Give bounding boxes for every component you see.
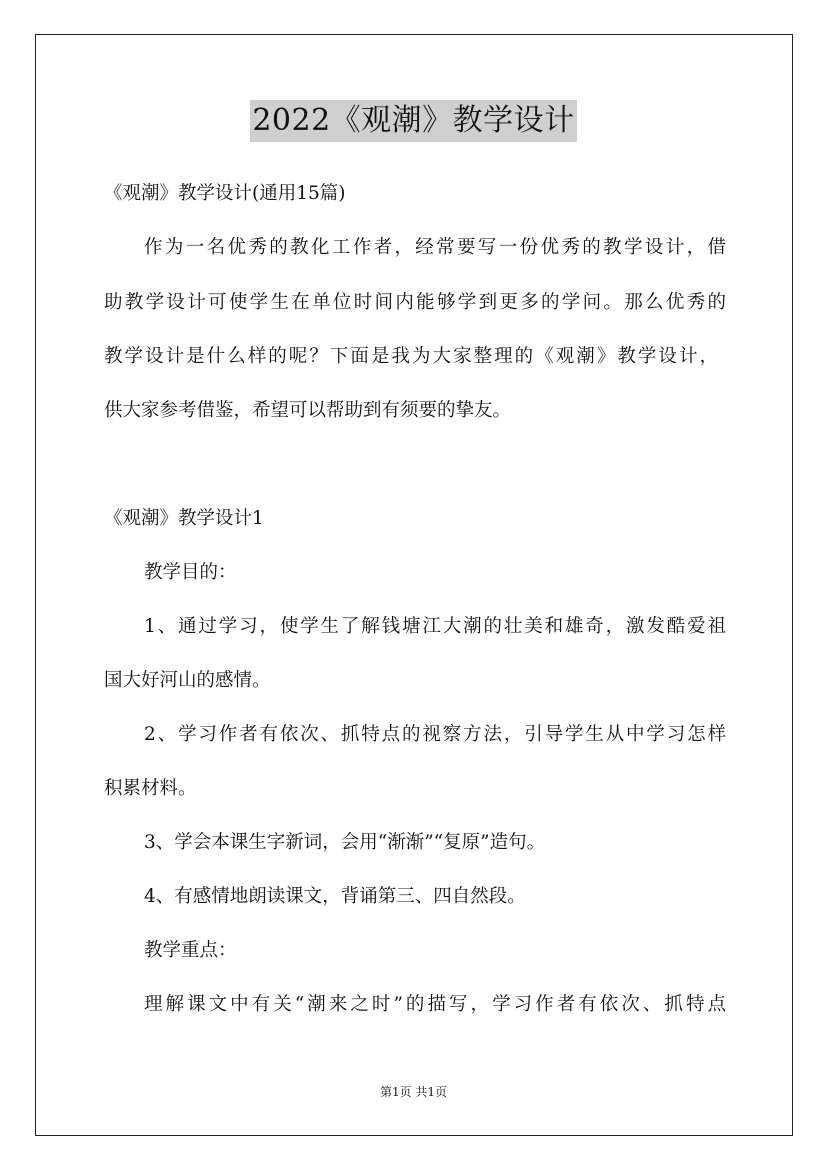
page-number: 第1页 共1页 bbox=[379, 1085, 448, 1099]
document-title: 2022《观潮》教学设计 bbox=[250, 100, 576, 142]
intro-line-1: 作为一名优秀的教化工作者，经常要写一份优秀的教学设计，借 bbox=[144, 237, 726, 258]
section-heading: 《观潮》教学设计1 bbox=[104, 508, 264, 529]
objective-4: 4、有感情地朗读课文，背诵第三、四自然段。 bbox=[144, 886, 526, 907]
key-points-label: 教学重点： bbox=[144, 940, 237, 961]
key-points-line: 理解课文中有关“潮来之时”的描写，学习作者有依次、抓特点 bbox=[144, 994, 726, 1015]
objective-3: 3、学会本课生字新词，会用“渐渐”“复原”造句。 bbox=[144, 832, 546, 853]
intro-line-2: 助教学设计可使学生在单位时间内能够学到更多的学问。那么优秀的 bbox=[104, 292, 726, 313]
objectives-label: 教学目的： bbox=[144, 562, 237, 583]
objective-2-line-2: 积累材料。 bbox=[104, 778, 197, 799]
objective-2-line-1: 2、学习作者有依次、抓特点的视察方法，引导学生从中学习怎样 bbox=[144, 724, 726, 745]
document-subtitle: 《观潮》教学设计(通用15篇) bbox=[104, 183, 346, 204]
intro-line-3: 教学设计是什么样的呢？下面是我为大家整理的《观潮》教学设计， bbox=[104, 346, 718, 367]
objective-1-line-2: 国大好河山的感情。 bbox=[104, 670, 271, 691]
intro-line-4: 供大家参考借鉴，希望可以帮助到有须要的挚友。 bbox=[104, 400, 512, 421]
title-container bbox=[0, 100, 827, 142]
page-footer bbox=[0, 1084, 827, 1100]
objective-1-line-1: 1、通过学习，使学生了解钱塘江大潮的壮美和雄奇，激发酷爱祖 bbox=[144, 616, 726, 637]
